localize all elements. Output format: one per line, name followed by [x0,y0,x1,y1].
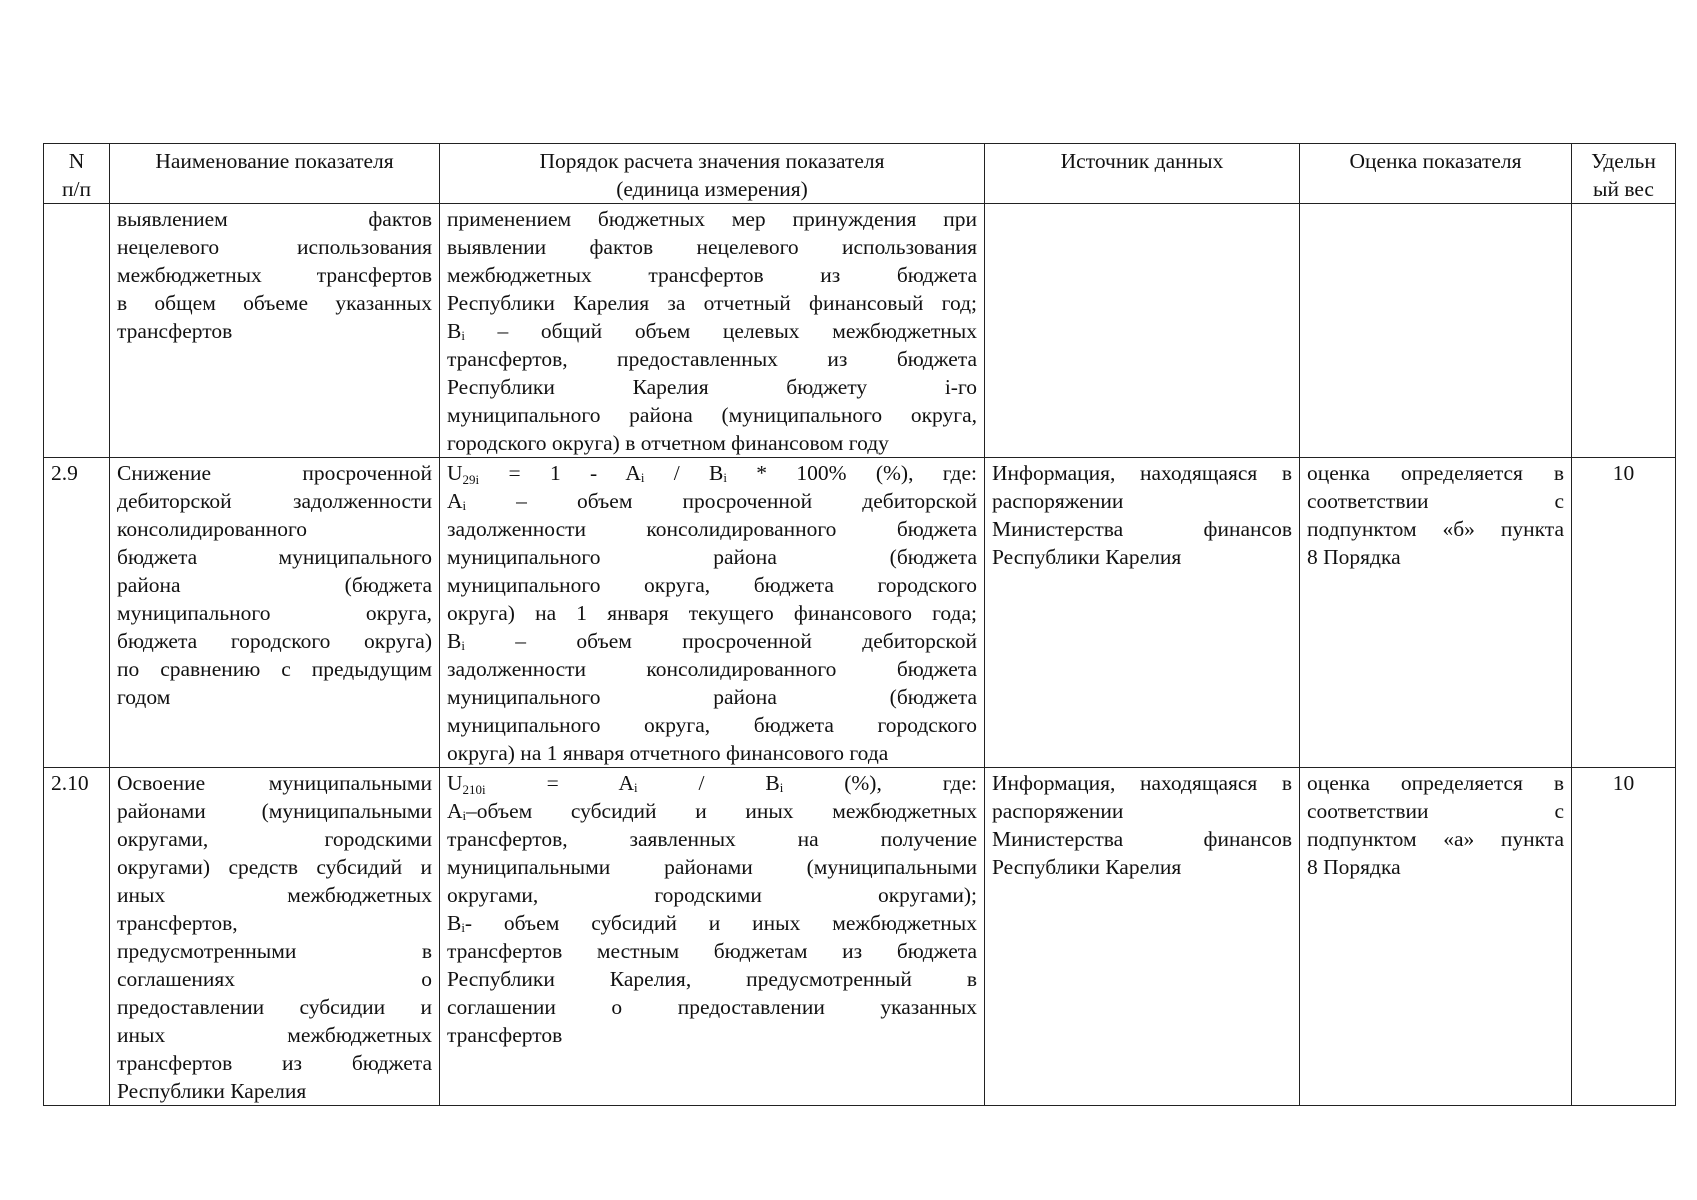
header-row [44,144,1676,204]
header-name: Наименование показателя [110,144,440,204]
table-row [44,458,1676,768]
indicator-name-line: годом [117,685,171,709]
indicator-name [110,204,440,458]
indicator-assessment-line: оценка определяется в [1307,461,1564,485]
indicator-name-line: выявлением фактов [117,207,432,231]
table-body [44,204,1676,1106]
header-weight [1572,144,1676,204]
calculation-method-line: Республики Карелия бюджету i-го [447,375,977,399]
header-weight-line: ый вес [1593,177,1654,201]
data-source-line: Республики Карелия [992,855,1182,879]
calculation-method-line: муниципального района (бюджета [447,685,977,709]
data-source-line: Информация, находящаяся в [992,771,1292,795]
calculation-method-line: Республики Карелия за отчетный финансовый год; [447,291,977,315]
calculation-method-line: Aᵢ – объем просроченной дебиторской [447,489,977,513]
indicator-name-line: предоставлении субсидии и [117,995,432,1019]
data-source [985,458,1300,768]
calculation-method-line: трансфертов [447,1023,563,1047]
indicator-assessment-line: 8 Порядка [1307,855,1401,879]
indicator-name-line: по сравнению с предыдущим [117,657,432,681]
calculation-method-line: муниципальными районами (муниципальными [447,855,977,879]
calculation-method-line: Bᵢ – объем просроченной дебиторской [447,629,977,653]
header-weight-line: Удельн [1591,149,1656,173]
indicator-name-line: иных межбюджетных [117,883,432,907]
indicator-name-line: межбюджетных трансфертов [117,263,432,287]
calculation-method-line: Республики Карелия, предусмотренный в [447,967,977,991]
calculation-method-line: задолженности консолидированного бюджета [447,657,977,681]
indicator-assessment-line: подпунктом «а» пункта [1307,827,1564,851]
indicator-name-line: нецелевого использования [117,235,432,259]
indicator-assessment [1300,204,1572,458]
header-source: Источник данных [985,144,1300,204]
header-num-line: п/п [62,177,91,201]
header-num [44,144,110,204]
row-number: 2.9 [44,458,110,768]
calculation-method-line: Bᵢ – общий объем целевых межбюджетных [447,319,977,343]
indicator-name [110,768,440,1106]
indicator-name-line: округами) средств субсидий и [117,855,432,879]
data-source-line: Республики Карелия [992,545,1182,569]
indicator-assessment-line: подпунктом «б» пункта [1307,517,1564,541]
indicator-name-line: бюджета муниципального [117,545,432,569]
header-num-line: N [68,149,85,173]
specific-weight: 10 [1572,458,1676,768]
indicator-name-line: Освоение муниципальными [117,771,432,795]
data-source-line: Информация, находящаяся в [992,461,1292,485]
specific-weight [1572,204,1676,458]
data-source [985,204,1300,458]
specific-weight: 10 [1572,768,1676,1106]
calculation-method-line: городского округа) в отчетном финансовом году [447,431,889,455]
calculation-method-line: муниципального района (бюджета [447,545,977,569]
header-method [440,144,985,204]
indicator-assessment-line: соответствии с [1307,799,1564,823]
calculation-method-line: $U_{29i} = 1$ - Aᵢ / Bᵢ * 100% (%), где: [447,461,977,487]
indicator-name-line: Снижение просроченной [117,461,432,485]
header-assessment: Оценка показателя [1300,144,1572,204]
table-row [44,204,1676,458]
calculation-method-line: муниципального района (муниципального округа, [447,403,977,427]
indicator-name-line: трансфертов, [117,911,238,935]
indicator-name-line: района (бюджета [117,573,432,597]
indicator-name-line: предусмотренными в [117,939,432,963]
indicator-name-line: дебиторской задолженности [117,489,432,513]
indicator-name [110,458,440,768]
calculation-method-line: $U_{210i}$ = Aᵢ / Bᵢ (%), где: [447,771,977,797]
calculation-method-line: Aᵢ–объем субсидий и иных межбюджетных [447,799,977,823]
indicator-name-line: районами (муниципальными [117,799,432,823]
indicator-assessment [1300,458,1572,768]
calculation-method-line: Bᵢ- объем субсидий и иных межбюджетных [447,911,977,935]
indicator-assessment-line: соответствии с [1307,489,1564,513]
calculation-method-line: муниципального округа, бюджета городского [447,713,977,737]
calculation-method-line: округа) на 1 января отчетного финансового года [447,741,889,765]
data-source-line: распоряжении [992,799,1124,823]
indicator-name-line: трансфертов [117,319,233,343]
calculation-method [440,204,985,458]
indicators-table [43,143,1676,1106]
row-number [44,204,110,458]
calculation-method-line: трансфертов, заявленных на получение [447,827,977,851]
data-source [985,768,1300,1106]
indicator-assessment-line: 8 Порядка [1307,545,1401,569]
calculation-method-line: округами, городскими округами); [447,883,977,907]
header-method-line: Порядок расчета значения показателя [539,149,885,173]
calculation-method-line: трансфертов местным бюджетам из бюджета [447,939,977,963]
data-source-line: распоряжении [992,489,1124,513]
indicator-name-line: округами, городскими [117,827,432,851]
calculation-method [440,768,985,1106]
calculation-method-line: применением бюджетных мер принуждения при [447,207,977,231]
indicator-name-line: муниципального округа, [117,601,432,625]
calculation-method-line: соглашении о предоставлении указанных [447,995,977,1019]
calculation-method-line: межбюджетных трансфертов из бюджета [447,263,977,287]
indicator-assessment-line: оценка определяется в [1307,771,1564,795]
calculation-method-line: выявлении фактов нецелевого использования [447,235,977,259]
calculation-method-line: муниципального округа, бюджета городского [447,573,977,597]
calculation-method-line: трансфертов, предоставленных из бюджета [447,347,977,371]
table-row [44,768,1676,1106]
indicator-name-line: соглашениях о [117,967,432,991]
calculation-method [440,458,985,768]
indicator-name-line: консолидированного [117,517,308,541]
calculation-method-line: округа) на 1 января текущего финансового года; [447,601,977,625]
indicator-assessment [1300,768,1572,1106]
indicator-name-line: иных межбюджетных [117,1023,432,1047]
row-number: 2.10 [44,768,110,1106]
indicator-name-line: Республики Карелия [117,1079,307,1103]
indicator-name-line: бюджета городского округа) [117,629,432,653]
calculation-method-line: задолженности консолидированного бюджета [447,517,977,541]
indicator-name-line: трансфертов из бюджета [117,1051,432,1075]
data-source-line: Министерства финансов [992,827,1292,851]
header-method-line: (единица измерения) [616,177,808,201]
indicator-name-line: в общем объеме указанных [117,291,432,315]
data-source-line: Министерства финансов [992,517,1292,541]
